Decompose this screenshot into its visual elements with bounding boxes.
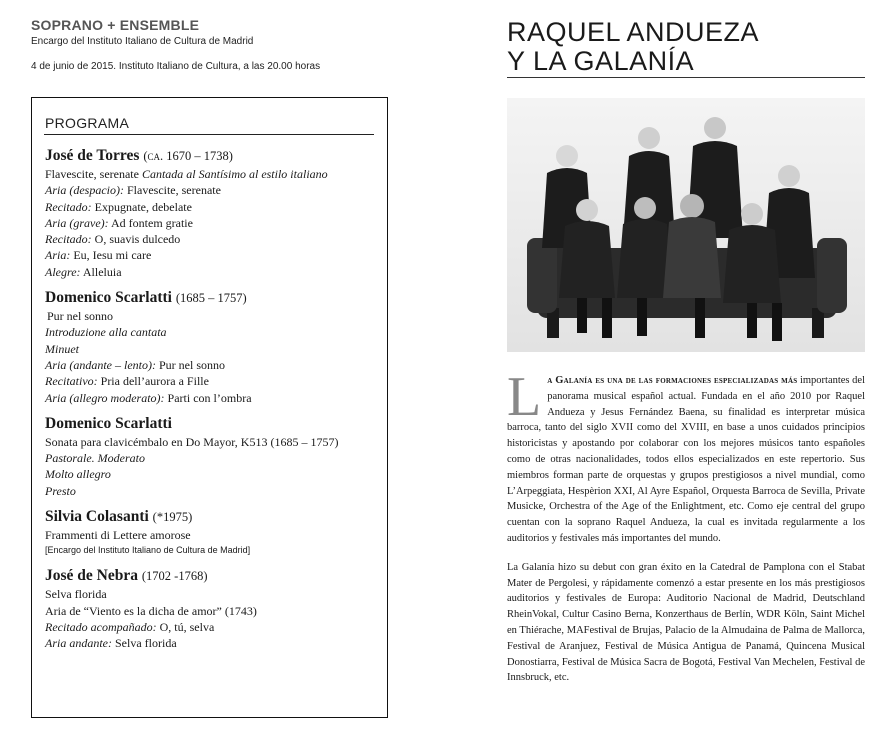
work-title: Sonata para clavicémbalo en Do Mayor, K513 (1685 – 1757) [45,434,339,449]
work-title: Pur nel sonno [47,309,113,324]
left-page [0,0,440,747]
work-lines [45,450,380,499]
program-line-text: Pur nel sonno [155,357,225,372]
program-line-label: Recitado: [45,232,92,247]
composer-line [45,566,380,586]
program-line-label: Aria: [45,248,71,263]
program-line-label: Recitado acompañado: [45,619,157,634]
program-line [45,166,380,182]
program-line-text: Selva florida [45,587,107,602]
ensemble-title [507,18,759,76]
program-heading: PROGRAMA [45,115,130,131]
ensemble-title-line-1: RAQUEL ANDUEZA [507,17,760,47]
composer-dates: (1702 -1768) [141,569,208,584]
title-rule [507,77,865,78]
program-line-label: Introduzione alla cantata [45,325,167,340]
program-rule [44,134,374,135]
commission-line: Encargo del Instituto Italiano de Cultura de Madrid [31,36,254,47]
program-line-text: O, tú, selva [156,619,215,634]
program-line-label: Aria andante: [45,636,112,651]
program-line [45,357,380,373]
drop-cap: L [507,366,542,428]
program-line [45,483,380,499]
program-box [31,97,388,718]
composer-dates: (1685 – 1757) [175,291,247,306]
program-line [45,373,380,389]
bio-lead: a Galanía es una de las formaciones especializadas más [547,375,798,386]
program-line [45,324,380,340]
program-line [45,199,380,215]
program-line-label: Minuet [45,341,79,356]
program-line [45,450,380,466]
program-line-label: Alegre: [45,264,81,279]
composer-dates: (*1975) [152,510,193,525]
program-line-text: Eu, Iesu mi care [70,248,152,263]
program-line [45,390,380,406]
composer-line [45,146,380,166]
program-line [45,603,380,619]
program-line [45,264,380,280]
program-line-text: Alleluia [80,264,122,279]
ensemble-photo [507,98,865,352]
work-title: Frammenti di Lettere amorose [45,528,191,543]
program-line [45,619,380,635]
program-line-text: O, suavis dulcedo [91,232,181,247]
program-line-subtitle: Cantada al Santísimo al estilo italiano [141,167,328,181]
work-lines [45,324,380,405]
program-line-text: Aria de “Viento es la dicha de amor” (1743) [45,603,257,618]
program-line-label: Aria (andante – lento): [45,357,156,372]
program-line-label: Recitado: [45,199,92,214]
bio-paragraph-1-text: importantes del panorama musical español actual. Fundada en el año 2010 por Raquel Andueza y Jesus Fernández Baena, su finalidad es interpretar música barroca, tanto del siglo XVII como del XVIII, en base a unos cuidados principios historicistas y apostando por colaborar con los mejores músicos tanto españoles como de otras nacionalidades, todos ellos especializados en este repertorio. Sus miembros forman parte de orquestas y grupos prestigiosos a nivel mundial, como L’Arpeggiata, Hespèrion XXI, Al Ayre Español, Orquesta Barroca de Sevilla, Private Musicke, Orchestra of the Age of the Enlightment, etc. Como eje central del grupo cuentan con la soprano Raquel Andueza, la cual es invitada regularmente a los auditorios y festivales más importantes del mundo. [507,375,865,544]
program-line-text: Pria dell’aurora a Fille [97,374,209,389]
program-line-label: Aria (allegro moderato): [45,390,165,405]
program-line [45,586,380,602]
work-scarlatti-sonata [45,414,380,499]
program-line [45,466,380,482]
program-line-label: Pastorale. Moderato [45,451,145,466]
bio-paragraph-2: La Galanía hizo su debut con gran éxito en la Catedral de Pamplona con el Stabat Mater de Pergolesi, y rápidamente comenzó a estar presente en los más prestigiosos auditorios y festivales de Europa: Auditorio Nacional de Madrid, Deutschland RheinVokal, Cultur Casino Berna, Konzerthaus de Berlín, WDR Köln, Saint Michel en Thiérache, MAFestival de Brujas, Palacio de la Almudaina de Palma de Mallorca, Festival de Aranjuez, Festival de Música Antigua de Panamá, Quincena Musical Donostiarra, Festival de Música Sacra de Bogotá, Festival Van Mechelen, Festival de Innsbruck, etc. [507,561,865,684]
work-nebra [45,566,380,651]
composer-name: José de Nebra [45,567,138,585]
program-line [45,247,380,263]
series-title: SOPRANO + ENSEMBLE [31,17,200,33]
work-torres [45,146,380,280]
work-colasanti [45,507,380,558]
program-line-label: Recitativo: [45,374,98,389]
composer-dates: (ca. 1670 – 1738) [143,149,233,163]
program-line [45,231,380,247]
bio-paragraph-1 [507,366,865,547]
right-page [507,0,867,747]
composer-name: Domenico Scarlatti [45,414,172,432]
program-line-label: Molto allegro [45,467,111,482]
program-line-text: Flavescite, serenate [45,167,142,181]
program-line-label: Aria (despacio): [45,183,124,198]
ensemble-photo-image [507,98,865,352]
program-line-text: Parti con l’ombra [164,390,252,405]
program-line [45,215,380,231]
composer-line [45,288,380,308]
composer-name: José de Torres [45,147,140,164]
work-lines [45,166,380,280]
program-line [45,182,380,198]
program-line [45,635,380,651]
composer-line [45,414,380,434]
program-line-text: Ad fontem gratie [108,215,193,230]
ensemble-title-line-2: Y LA GALANÍA [507,46,695,76]
work-lines [45,586,380,651]
program-line-label: Aria (grave): [45,215,109,230]
composer-line [45,507,380,527]
program-line [45,341,380,357]
commission-note: [Encargo del Instituto Italiano de Cultura de Madrid] [45,545,251,556]
program-works [45,146,380,660]
work-scarlatti-cantata [45,288,380,406]
composer-name: Silvia Colasanti [45,508,149,526]
ensemble-bio [507,366,865,699]
program-line-text: Flavescite, serenate [123,183,221,198]
program-line-text: Selva florida [112,636,177,651]
program-line-label: Presto [45,483,76,498]
date-line: 4 de junio de 2015. Instituto Italiano de Cultura, a las 20.00 horas [31,61,321,72]
program-line-text: Expugnate, debelate [91,199,192,214]
composer-name: Domenico Scarlatti [45,289,172,307]
